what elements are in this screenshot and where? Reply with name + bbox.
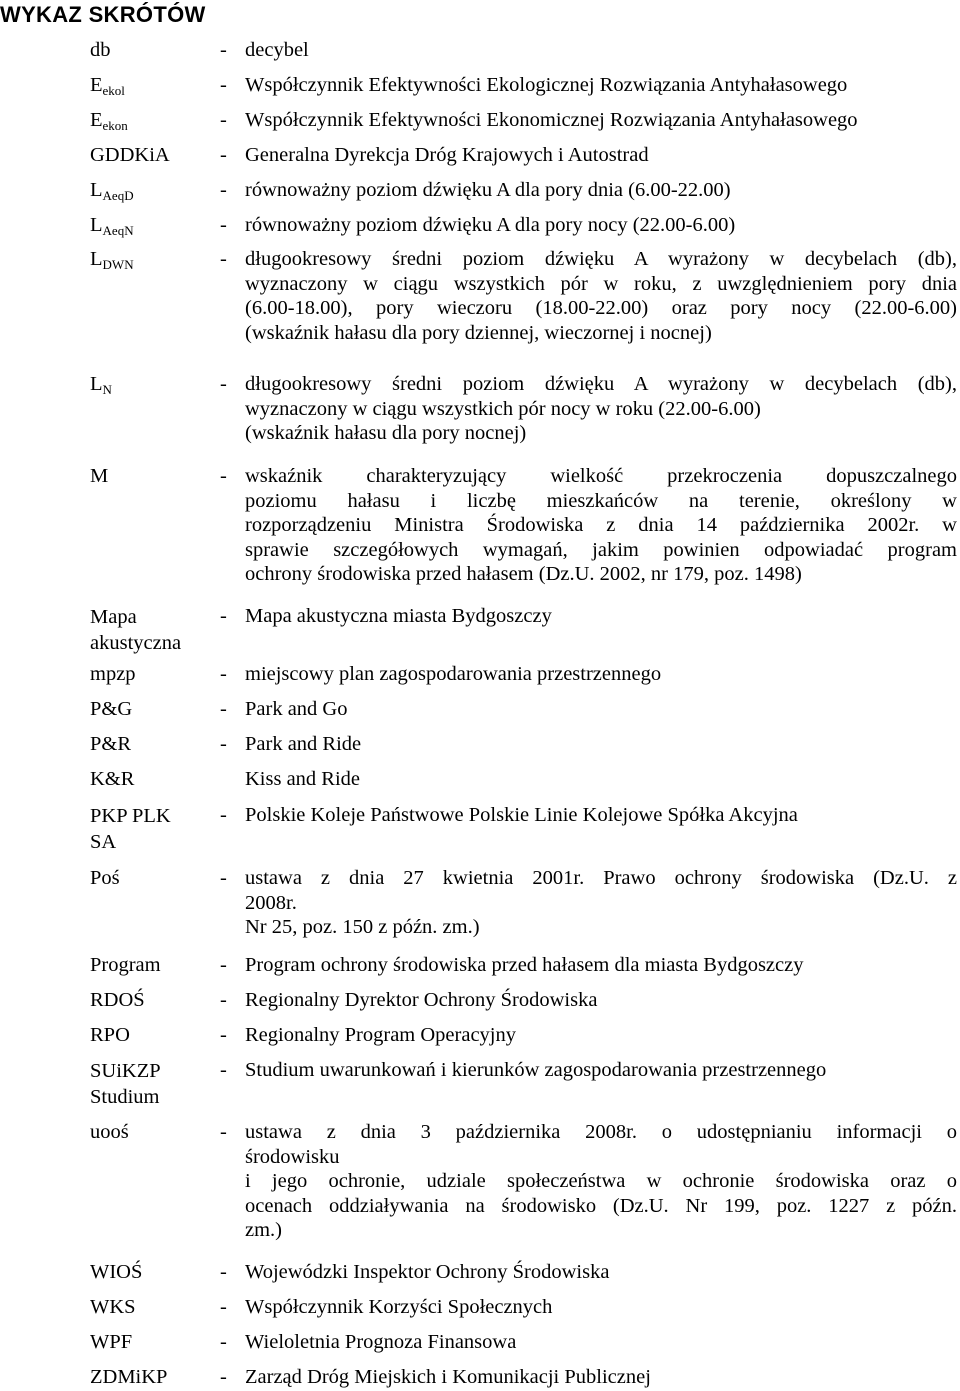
dash-separator: -: [220, 1366, 227, 1388]
abbreviation-definition: [245, 662, 957, 687]
abbreviation-definition: [245, 247, 957, 345]
abbreviation-definition: [245, 143, 957, 168]
definition-line: wyznaczony w ciągu wszystkich pór nocy w roku (22.00-6.00): [245, 397, 761, 420]
definition-line: decybel: [245, 39, 309, 61]
abbreviation-subscript: N: [102, 382, 112, 397]
abbreviation-term: WKS: [90, 1296, 136, 1318]
definition-line: Regionalny Program Operacyjny: [245, 1024, 516, 1046]
dash-separator: -: [220, 373, 227, 395]
definition-line: i jego ochronie, udziale społeczeństwa w ochronie środowiska oraz o: [245, 1170, 957, 1192]
definition-line: Mapa akustyczna miasta Bydgoszczy: [245, 605, 552, 627]
definition-line: Zarząd Dróg Miejskich i Komunikacji Publicznej: [245, 1366, 651, 1388]
abbreviation-term: P&R: [90, 733, 132, 755]
abbreviation-definition: [245, 464, 957, 587]
dash-separator: -: [220, 39, 227, 61]
abbreviation-term: M: [90, 465, 109, 487]
definition-line: (6.00-18.00), pory wieczoru (18.00-22.00) oraz pory nocy (22.00-6.00): [245, 297, 957, 319]
abbreviation-term: RPO: [90, 1024, 130, 1046]
dash-separator: -: [220, 954, 227, 976]
abbreviation-definition: [245, 767, 957, 792]
abbreviation-term: $E_{ekol}$: [90, 74, 125, 98]
abbreviation-term: ZDMiKP: [90, 1366, 168, 1388]
definition-line: zm.): [245, 1219, 282, 1241]
abbreviation-term: $L_{DWN}$: [90, 248, 134, 272]
abbreviation-definition: [245, 697, 957, 722]
dash-separator: -: [220, 804, 227, 826]
abbreviation-definition: [245, 732, 957, 757]
abbreviation-term: uooś: [90, 1121, 129, 1143]
abbreviation-definition: [245, 38, 957, 63]
definition-line: Wieloletnia Prognoza Finansowa: [245, 1331, 517, 1353]
abbreviation-term: WPF: [90, 1331, 133, 1353]
definition-line: Park and Go: [245, 698, 348, 720]
dash-separator: -: [220, 1296, 227, 1318]
dash-separator: -: [220, 109, 227, 131]
dash-separator: -: [220, 1261, 227, 1283]
abbreviation-definition: [245, 604, 957, 629]
definition-line: długookresowy średni poziom dźwięku A wyrażony w decybelach (db),: [245, 373, 957, 395]
dash-separator: -: [220, 144, 227, 166]
abbreviation-definition: [245, 73, 957, 98]
abbreviation-term: $L_{AeqD}$: [90, 179, 134, 203]
abbreviation-definition: [245, 1120, 957, 1243]
abbreviation-term: WIOŚ: [90, 1261, 143, 1283]
definition-line: (wskaźnik hałasu dla pory dziennej, wieczornej i nocnej): [245, 321, 712, 344]
abbreviation-definition: [245, 866, 957, 940]
dash-separator: -: [220, 605, 227, 627]
abbreviation-term: RDOŚ: [90, 989, 145, 1011]
abbreviation-definition: [245, 1023, 957, 1048]
dash-separator: -: [220, 698, 227, 720]
definition-line: ustawa z dnia 3 października 2008r. o udostępnianiu informacji o: [245, 1121, 957, 1143]
dash-separator: -: [220, 179, 227, 201]
definition-line: 2008r.: [245, 891, 297, 914]
abbreviation-term: $L_N$: [90, 373, 112, 397]
definition-line: (wskaźnik hałasu dla pory nocnej): [245, 422, 527, 444]
abbreviation-term: PKP PLK SA: [90, 805, 171, 853]
abbreviation-term: Poś: [90, 867, 120, 889]
definition-line: Program ochrony środowiska przed hałasem dla miasta Bydgoszczy: [245, 954, 804, 976]
dash-separator: -: [220, 663, 227, 685]
dash-separator: -: [220, 733, 227, 755]
abbreviation-subscript: AeqN: [102, 223, 134, 238]
dash-separator: -: [220, 1059, 227, 1081]
definition-line: Regionalny Dyrektor Ochrony Środowiska: [245, 989, 598, 1011]
abbreviation-definition: [245, 108, 957, 133]
definition-line: rozporządzeniu Ministra Środowiska z dnia 14 października 2002r. w: [245, 514, 957, 536]
abbreviation-definition: [245, 1365, 957, 1390]
abbreviation-definition: [245, 1330, 957, 1355]
definition-line: wskaźnik charakteryzujący wielkość przekroczenia dopuszczalnego: [245, 465, 957, 487]
definition-line: Generalna Dyrekcja Dróg Krajowych i Autostrad: [245, 144, 649, 166]
definition-line: Studium uwarunkowań i kierunków zagospodarowania przestrzennego: [245, 1059, 827, 1081]
dash-separator: -: [220, 867, 227, 889]
dash-separator: -: [220, 465, 227, 487]
definition-line: Wojewódzki Inspektor Ochrony Środowiska: [245, 1261, 610, 1283]
abbreviation-term: Mapa akustyczna: [90, 606, 182, 654]
definition-line: Współczynnik Korzyści Społecznych: [245, 1296, 553, 1318]
dash-separator: -: [220, 1331, 227, 1353]
definition-line: poziomu hałasu i liczbę mieszkańców na terenie, określony w: [245, 489, 957, 512]
abbreviation-subscript: AeqD: [102, 188, 134, 203]
dash-separator: -: [220, 1121, 227, 1143]
definition-line: środowisku: [245, 1145, 340, 1168]
abbreviation-definition: [245, 213, 957, 238]
definition-line: Współczynnik Efektywności Ekologicznej Rozwiązania Antyhałasowego: [245, 74, 848, 96]
abbreviation-term: mpzp: [90, 663, 136, 685]
abbreviation-definition: [245, 988, 957, 1013]
abbreviation-term: SUiKZP Studium: [90, 1060, 160, 1108]
definition-line: równoważny poziom dźwięku A dla pory nocy (22.00-6.00): [245, 214, 736, 236]
abbreviation-subscript: DWN: [102, 257, 134, 272]
abbreviation-subscript: ekon: [102, 118, 128, 133]
definition-line: równoważny poziom dźwięku A dla pory dnia (6.00-22.00): [245, 179, 731, 201]
definition-line: wyznaczony w ciągu wszystkich pór w roku, z uwzględnieniem pory dnia: [245, 272, 957, 295]
definition-line: ochrony środowiska przed hałasem (Dz.U. 2002, nr 179, poz. 1498): [245, 563, 802, 585]
definition-line: sprawie szczegółowych wymagań, jakim powinien odpowiadać program: [245, 538, 957, 561]
definition-line: Nr 25, poz. 150 z późn. zm.): [245, 916, 480, 938]
dash-separator: -: [220, 248, 227, 270]
definition-line: Współczynnik Efektywności Ekonomicznej Rozwiązania Antyhałasowego: [245, 109, 858, 131]
definition-line: ustawa z dnia 27 kwietnia 2001r. Prawo ochrony środowiska (Dz.U. z: [245, 867, 957, 889]
definition-line: Kiss and Ride: [245, 768, 361, 790]
abbreviation-definition: [245, 1058, 957, 1083]
dash-separator: -: [220, 214, 227, 236]
definition-line: Polskie Koleje Państwowe Polskie Linie Kolejowe Spółka Akcyjna: [245, 804, 798, 826]
abbreviation-definition: [245, 372, 957, 446]
dash-separator: -: [220, 74, 227, 96]
definition-line: ocenach oddziaływania na środowisko (Dz.U. Nr 199, poz. 1227 z późn.: [245, 1194, 957, 1217]
abbreviation-term: $L_{AeqN}$: [90, 214, 134, 238]
abbreviation-term: K&R: [90, 768, 135, 790]
abbreviation-term: db: [90, 39, 111, 61]
definition-line: długookresowy średni poziom dźwięku A wyrażony w decybelach (db),: [245, 248, 957, 270]
dash-separator: -: [220, 1024, 227, 1046]
abbreviation-definition: [245, 178, 957, 203]
abbreviation-definition: [245, 1295, 957, 1320]
abbreviation-subscript: ekol: [102, 83, 125, 98]
definition-line: miejscowy plan zagospodarowania przestrzennego: [245, 663, 662, 685]
abbreviation-definition: [245, 1260, 957, 1285]
abbreviation-term: Program: [90, 954, 161, 976]
dash-separator: -: [220, 989, 227, 1011]
abbreviation-definition: [245, 953, 957, 978]
abbreviation-term: GDDKiA: [90, 144, 170, 166]
page-title: WYKAZ SKRÓTÓW: [0, 2, 206, 27]
abbreviation-definition: [245, 803, 957, 828]
abbreviation-term: $E_{ekon}$: [90, 109, 128, 133]
definition-line: Park and Ride: [245, 733, 362, 755]
abbreviation-term: P&G: [90, 698, 133, 720]
